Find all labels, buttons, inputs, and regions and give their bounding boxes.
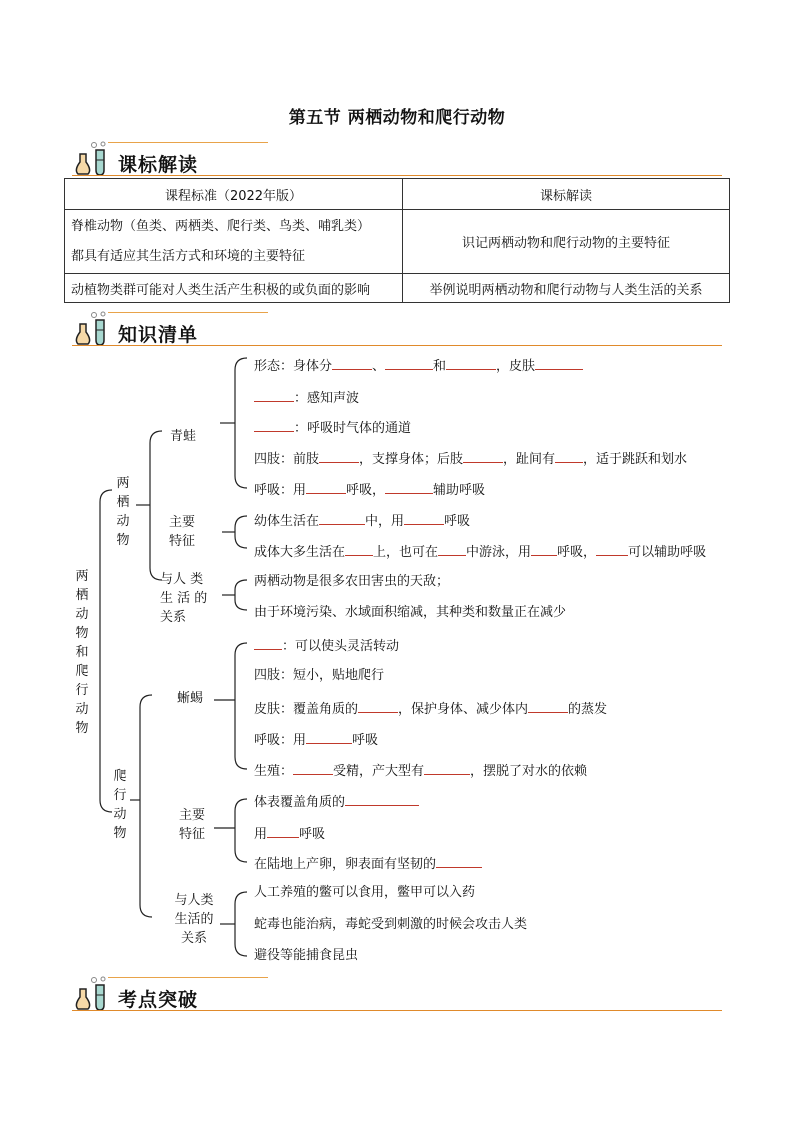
amphibian-relation-label: 与人 类 生 活 的 关系 <box>160 572 208 625</box>
root-bracket <box>100 490 112 812</box>
lizard-breath: 呼吸：用 呼吸 <box>254 730 378 749</box>
table-cell-interpretation-1: 识记两栖动物和爬行动物的主要特征 <box>403 210 730 274</box>
reptile-features-bracket <box>235 799 247 862</box>
lizard-skin: 皮肤：覆盖角质的 ，保护身体、减少体内 的蒸发 <box>254 699 607 718</box>
frog-nose: ：呼吸时气体的通道 <box>254 418 411 437</box>
table-header-standard: 课程标准（2022年版） <box>65 179 403 210</box>
root-label: 两 栖 动 物 和 爬 行 动 物 <box>75 569 89 736</box>
lizard-reproduction: 生殖： 受精，产大型有 ，摆脱了对水的依赖 <box>254 761 587 780</box>
reptile-relation-label: 与人类 生活的 关系 <box>174 893 214 946</box>
table-header-interpretation: 课标解读 <box>403 179 730 210</box>
amphibian-larva: 幼体生活在 中，用 呼吸 <box>254 511 470 530</box>
frog-label: 青蛙 <box>170 429 197 444</box>
frog-limbs: 四肢：前肢 ，支撑身体；后肢 ，趾间有 ，适于跳跃和划水 <box>254 449 687 468</box>
reptile-feature-2: 用 呼吸 <box>254 824 325 843</box>
frog-form: 形态：身体分 、 和 ，皮肤 <box>254 356 583 375</box>
table-cell-standard-1: 脊椎动物（鱼类、两栖类、爬行类、鸟类、哺乳类） 都具有适应其生活方式和环境的主要特征 <box>65 210 403 274</box>
table-cell-standard-2: 动植物类群可能对人类生活产生积极的或负面的影响 <box>65 274 403 303</box>
reptile-relation-3: 避役等能捕食昆虫 <box>254 948 359 963</box>
section-title: 知识清单 <box>118 324 199 346</box>
reptile-relation-1: 人工养殖的鳖可以食用，鳖甲可以入药 <box>254 885 476 900</box>
amphibian-bracket <box>150 431 162 580</box>
amphibian-relation-bracket <box>235 580 247 610</box>
lizard-neck: ：可以使头灵活转动 <box>254 636 399 655</box>
amphibian-features-label: 主要 特征 <box>168 515 195 549</box>
lizard-label: 蜥蜴 <box>177 691 204 706</box>
frog-bracket <box>235 358 247 488</box>
amphibian-adult: 成体大多生活在 上，也可在 中游泳，用 呼吸， 可以辅助呼吸 <box>254 542 706 561</box>
reptile-label: 爬 行 动 物 <box>113 769 127 841</box>
frog-ear: ：感知声波 <box>254 388 359 407</box>
reptile-features-label: 主要 特征 <box>178 808 205 842</box>
section-title: 课标解读 <box>118 154 199 176</box>
reptile-relation-2: 蛇毒也能治病，毒蛇受到刺激的时候会攻击人类 <box>254 917 528 932</box>
amphibian-relation-2: 由于环境污染、水域面积缩减，其种类和数量正在减少 <box>254 605 567 620</box>
amphibian-features-bracket <box>235 516 247 548</box>
reptile-feature-3: 在陆地上产卵，卵表面有坚韧的 <box>254 854 482 873</box>
frog-breath: 呼吸：用 呼吸， 辅助呼吸 <box>254 480 485 499</box>
lizard-bracket <box>235 643 247 769</box>
page-title: 第五节 两栖动物和爬行动物 <box>288 108 506 128</box>
amphibian-label: 两 栖 动 物 <box>116 476 130 548</box>
section-title: 考点突破 <box>118 989 199 1011</box>
reptile-relation-bracket <box>235 892 247 956</box>
lizard-limbs: 四肢：短小，贴地爬行 <box>254 668 385 683</box>
amphibian-relation-1: 两栖动物是很多农田害虫的天敌； <box>254 574 450 589</box>
reptile-bracket <box>140 695 152 917</box>
table-cell-interpretation-2: 举例说明两栖动物和爬行动物与人类生活的关系 <box>403 274 730 303</box>
section-header-breakthrough <box>72 975 722 1015</box>
lab-flask-icon <box>72 975 112 1015</box>
reptile-feature-1: 体表覆盖角质的 <box>254 792 419 811</box>
